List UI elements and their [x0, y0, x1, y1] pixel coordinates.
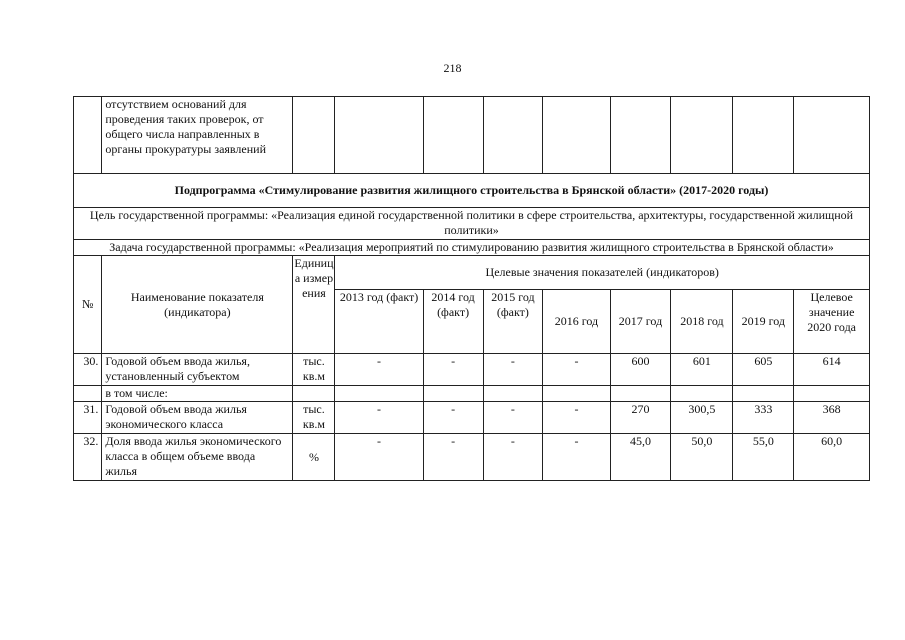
- empty-cell: [543, 97, 610, 174]
- header-target-2020: Целевое значение 2020 года: [794, 290, 870, 354]
- row-value: 605: [733, 354, 794, 386]
- empty-cell: [74, 97, 102, 174]
- empty-cell: [543, 386, 610, 402]
- row-value: -: [335, 434, 423, 481]
- empty-cell: [74, 386, 102, 402]
- row-unit: %: [293, 434, 335, 481]
- row-name: Годовой объем ввода жилья экономического класса: [102, 402, 293, 434]
- header-target-values: Целевые значения показателей (индикаторов): [335, 256, 870, 290]
- row-name: Годовой объем ввода жилья, установленный субъектом: [102, 354, 293, 386]
- row-value: 60,0: [794, 434, 870, 481]
- row-value: 300,5: [671, 402, 733, 434]
- empty-cell: [483, 386, 543, 402]
- empty-cell: [610, 386, 671, 402]
- header-year-2013: 2013 год (факт): [335, 290, 423, 354]
- row-subheading: в том числе:: [102, 386, 293, 402]
- header-unit: Единица измерения: [293, 256, 335, 354]
- header-year-2018: 2018 год: [671, 290, 733, 354]
- row-value: 45,0: [610, 434, 671, 481]
- row-value: -: [483, 354, 543, 386]
- row-value: 333: [733, 402, 794, 434]
- empty-cell: [293, 386, 335, 402]
- row-value: -: [423, 434, 483, 481]
- program-task: Задача государственной программы: «Реализация мероприятий по стимулированию развития жилищного строительства в Брянской области»: [74, 240, 870, 256]
- row-value: -: [423, 402, 483, 434]
- row-value: 50,0: [671, 434, 733, 481]
- empty-cell: [293, 97, 335, 174]
- row-value: 601: [671, 354, 733, 386]
- empty-cell: [483, 97, 543, 174]
- empty-cell: [610, 97, 671, 174]
- row-value: 270: [610, 402, 671, 434]
- row-value: -: [543, 402, 610, 434]
- program-goal: Цель государственной программы: «Реализация единой государственной политики в сфере строительства, архитектуры, государственной жилищной политики»: [74, 208, 870, 240]
- row-value: 55,0: [733, 434, 794, 481]
- continuation-row: [74, 97, 870, 174]
- empty-cell: [794, 97, 870, 174]
- header-year-2014: 2014 год (факт): [423, 290, 483, 354]
- header-num: №: [74, 256, 102, 354]
- row-value: -: [483, 434, 543, 481]
- indicators-table: [73, 96, 870, 481]
- table-row: [74, 402, 870, 434]
- row-value: 600: [610, 354, 671, 386]
- header-name: Наименование показателя (индикатора): [102, 256, 293, 354]
- empty-cell: [423, 97, 483, 174]
- empty-cell: [733, 386, 794, 402]
- continuation-text: отсутствием оснований для проведения таких проверок, от общего числа направленных в органы прокуратуры заявлений: [102, 97, 293, 174]
- row-value: -: [543, 434, 610, 481]
- row-unit: тыс. кв.м: [293, 402, 335, 434]
- header-year-2017: 2017 год: [610, 290, 671, 354]
- row-num: 30.: [74, 354, 102, 386]
- empty-cell: [794, 386, 870, 402]
- row-name: Доля ввода жилья экономического класса в общем объеме ввода жилья: [102, 434, 293, 481]
- empty-cell: [335, 97, 423, 174]
- table-row: [74, 386, 870, 402]
- row-value: 368: [794, 402, 870, 434]
- row-value: -: [543, 354, 610, 386]
- row-value: -: [483, 402, 543, 434]
- row-value: -: [423, 354, 483, 386]
- subprogram-title: Подпрограмма «Стимулирование развития жилищного строительства в Брянской области» (2017-2020 годы): [74, 174, 870, 208]
- row-value: 614: [794, 354, 870, 386]
- empty-cell: [423, 386, 483, 402]
- table-row: [74, 434, 870, 481]
- row-value: -: [335, 354, 423, 386]
- page-number: 218: [443, 61, 462, 75]
- row-value: -: [335, 402, 423, 434]
- header-year-2016: 2016 год: [543, 290, 610, 354]
- table-row: [74, 354, 870, 386]
- row-num: 32.: [74, 434, 102, 481]
- header-year-2015: 2015 год (факт): [483, 290, 543, 354]
- header-year-2019: 2019 год: [733, 290, 794, 354]
- empty-cell: [671, 97, 733, 174]
- empty-cell: [733, 97, 794, 174]
- empty-cell: [671, 386, 733, 402]
- row-unit: тыс. кв.м: [293, 354, 335, 386]
- row-num: 31.: [74, 402, 102, 434]
- empty-cell: [335, 386, 423, 402]
